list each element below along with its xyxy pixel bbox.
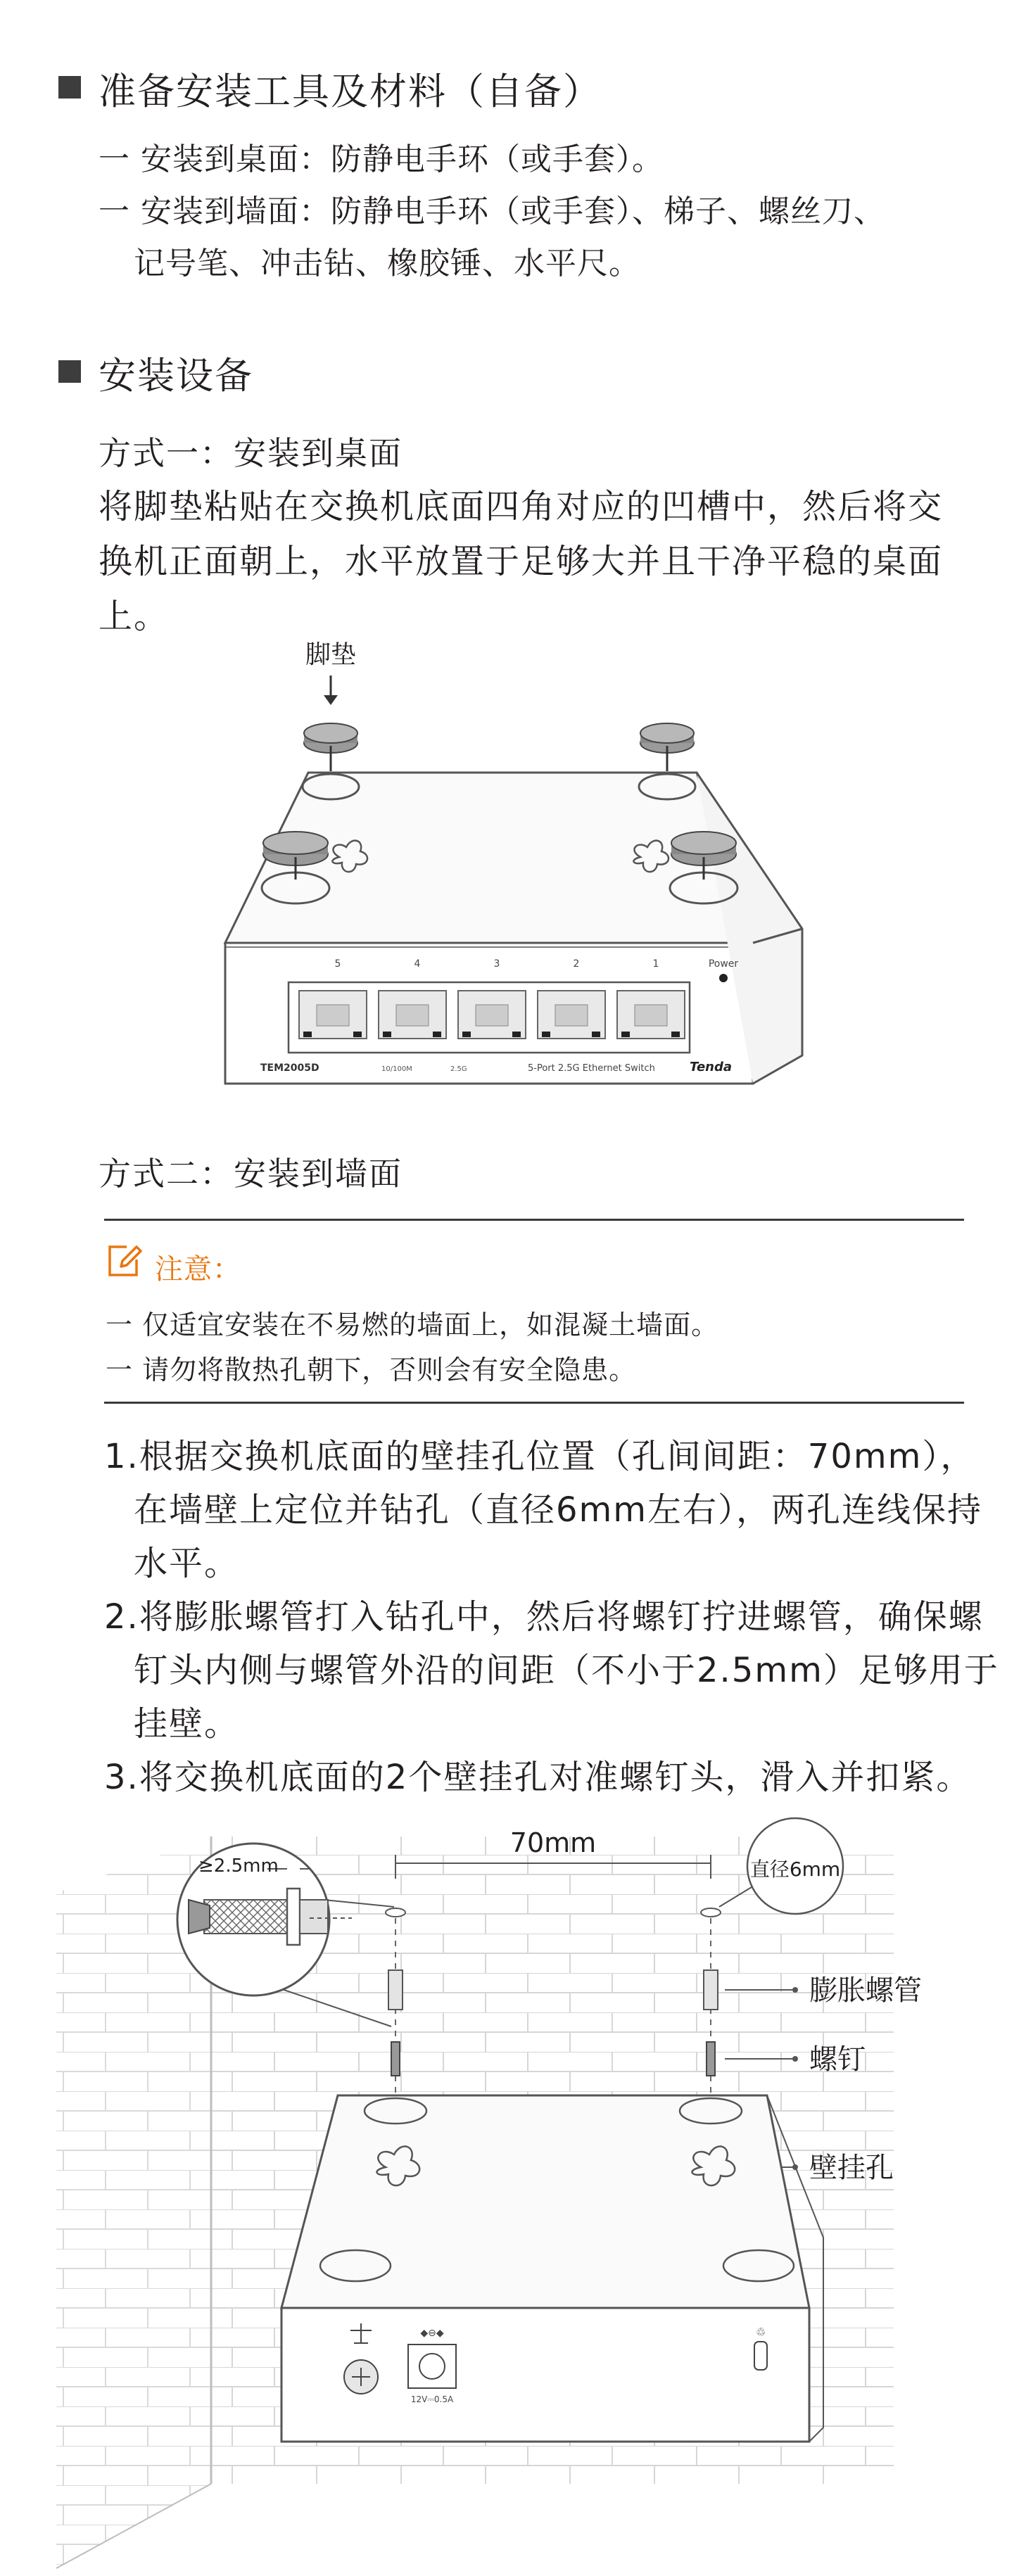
port-number: 5: [334, 958, 341, 970]
switch-bottom-face: [281, 2095, 809, 2308]
section-bullet: [58, 360, 81, 383]
section-bullet: [58, 76, 81, 99]
step-line: 水平。: [134, 1544, 240, 1583]
model-label: TEM2005D: [260, 1062, 319, 1074]
speed-label: 2.5G: [450, 1065, 467, 1073]
step-line: 在墙壁上定位并钻孔（直径6mm左右），两孔连线保持: [134, 1490, 983, 1530]
port-number: 3: [493, 958, 500, 970]
section-title-install: 安装设备: [99, 355, 253, 398]
screw: [391, 2042, 400, 2076]
anchor-label: 膨胀螺管: [809, 1974, 922, 2007]
method2-title: 方式二：安装到墙面: [99, 1155, 403, 1193]
notice-label: 注意：: [155, 1253, 241, 1286]
wall-anchor: [388, 1970, 403, 2010]
step-line: 2.将膨胀螺管打入钻孔中，然后将螺钉拧进螺管，确保螺: [104, 1597, 984, 1637]
notice-item: 一 请勿将散热孔朝下，否则会有安全隐患。: [106, 1354, 637, 1385]
diameter-label: 直径6mm: [749, 1858, 841, 1881]
notice-divider-bottom: [104, 1402, 964, 1404]
step-line: 挂壁。: [134, 1704, 240, 1744]
brand-logo: Tenda: [690, 1060, 733, 1074]
method1-text-line: 换机正面朝上，水平放置于足够大并且干净平稳的桌面: [99, 542, 944, 581]
step-line: 钉头内侧与螺管外沿的间距（不小于2.5mm）足够用于: [134, 1651, 999, 1690]
tools-item-wall-cont: 记号笔、冲击钻、橡胶锤、水平尺。: [134, 246, 640, 281]
screw: [707, 2042, 715, 2076]
power-led: [719, 974, 728, 982]
method1-text-line: 上。: [99, 597, 170, 636]
notice-divider-top: [104, 1219, 964, 1221]
hole-spacing-label: 70mm: [509, 1827, 597, 1858]
gap-label: ≥2.5mm: [198, 1855, 279, 1877]
port-number: 1: [652, 958, 659, 970]
method1-title: 方式一：安装到桌面: [99, 434, 403, 472]
wall-hole-label: 壁挂孔: [809, 2152, 894, 2184]
notice-item: 一 仅适宜安装在不易燃的墙面上，如混凝土墙面。: [106, 1309, 719, 1340]
section-title-tools: 准备安装工具及材料（自备）: [99, 70, 602, 113]
svg-text:♲: ♲: [755, 2326, 766, 2339]
step-line: 1.根据交换机底面的壁挂孔位置（孔间间距：70mm），: [104, 1437, 976, 1476]
method1-text-line: 将脚垫粘贴在交换机底面四角对应的凹槽中，然后将交: [99, 487, 944, 526]
wall-install-figure: [0, 1815, 1026, 2576]
speed-label: 10/100M: [381, 1065, 412, 1073]
tools-item-desk: 一 安装到桌面：防静电手环（或手套）。: [99, 141, 664, 177]
wall-anchor: [704, 1970, 718, 2010]
screw-label: 螺钉: [809, 2043, 866, 2076]
port-number: 2: [573, 958, 580, 970]
edit-note-icon: [106, 1243, 144, 1279]
power-spec: 12V⎓0.5A: [410, 2394, 454, 2404]
foot-pad-label: 脚垫: [305, 640, 357, 669]
step-line: 3.将交换机底面的2个壁挂孔对准螺钉头，滑入并扣紧。: [104, 1758, 972, 1797]
power-label: Power: [708, 958, 739, 970]
svg-text:◆⊖◆: ◆⊖◆: [420, 2328, 444, 2339]
model-description: 5-Port 2.5G Ethernet Switch: [528, 1063, 655, 1074]
tools-item-wall: 一 安装到墙面：防静电手环（或手套）、梯子、螺丝刀、: [99, 193, 885, 229]
desktop-install-figure: [197, 633, 816, 1112]
port-number: 4: [414, 958, 421, 970]
